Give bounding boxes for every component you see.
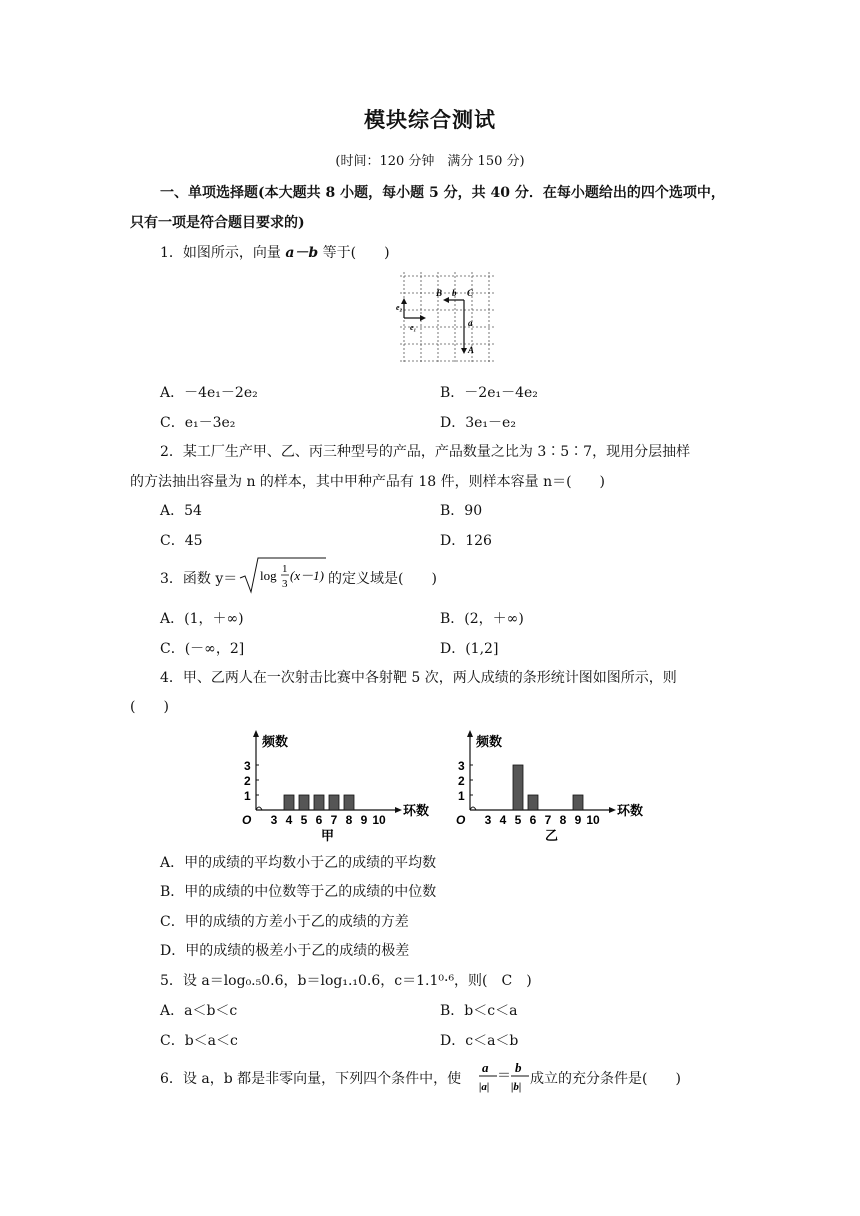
- q1-vector-grid-figure: [396, 270, 498, 366]
- q2-option-b: B．90: [440, 503, 483, 519]
- q5-option-a: A．a＜b＜c: [160, 1003, 238, 1019]
- x-axis-arrow: [395, 807, 402, 813]
- question-2-line1: 2．某工厂生产甲、乙、丙三种型号的产品，产品数量之比为 3∶5∶7，现用分层抽样: [160, 444, 691, 460]
- q2-option-d: D．126: [440, 533, 492, 549]
- q4-option-a: A．甲的成绩的平均数小于乙的成绩的平均数: [160, 855, 437, 871]
- question-5-stem: 5．设 a＝log₀.₅0.6，b＝log₁.₁0.6，c＝1.1⁰·⁶，则( C ): [160, 973, 532, 989]
- question-1-stem: [160, 242, 390, 262]
- x-tick-label: 10: [586, 813, 600, 827]
- q3-option-d: D．(1,2]: [440, 641, 499, 657]
- x-tick-label: 3: [270, 813, 278, 827]
- y-tick-label: 3: [244, 759, 251, 773]
- x-tick-label: 8: [559, 813, 567, 827]
- question-3-stem-suffix: 的定义域是( ): [328, 571, 437, 587]
- bar-8: [344, 795, 354, 810]
- q1-option-d: D．3e₁－e₂: [440, 415, 516, 431]
- q3-option-b: B．(2，＋∞): [440, 611, 524, 627]
- x-tick-label: 10: [372, 813, 386, 827]
- vector-b-arrowhead: [443, 297, 449, 303]
- bar-6: [314, 795, 324, 810]
- bar-7: [329, 795, 339, 810]
- bar-6: [528, 795, 538, 810]
- x-tick-label: 9: [574, 813, 582, 827]
- q2-option-a: A．54: [160, 503, 202, 519]
- page-title: 模块综合测试: [364, 107, 496, 132]
- x-tick-label: 7: [544, 813, 552, 827]
- log-base-denominator: 3: [282, 578, 288, 590]
- question-4-line1: 4．甲、乙两人在一次射击比赛中各射靶 5 次，两人成绩的条形统计图如图所示，则: [160, 670, 677, 686]
- frac1-numerator: a: [482, 1060, 489, 1075]
- q3-sqrt-expression: [238, 556, 328, 596]
- label-B: B: [436, 288, 443, 298]
- frac2-denominator: |b|: [511, 1081, 522, 1093]
- bar-5: [299, 795, 309, 810]
- y-tick-label: 3: [458, 759, 465, 773]
- vector-e1-arrowhead: [420, 315, 426, 321]
- label-C: C: [467, 288, 474, 298]
- log-base-numerator: 1: [282, 563, 288, 575]
- bar-9: [573, 795, 583, 810]
- q1-stem-prefix: 1．如图所示，向量: [160, 245, 286, 261]
- q1-stem-suffix: 等于( ): [318, 245, 390, 261]
- bar-4: [284, 795, 294, 810]
- q1-option-c: C．e₁－3e₂: [160, 415, 236, 431]
- chart-title: 乙: [545, 828, 559, 843]
- equals-sign: ＝: [497, 1069, 511, 1084]
- section-heading-line1: 一、单项选择题(本大题共 8 小题，每小题 5 分，共 40 分．在每小题给出的四个选项中，: [160, 185, 725, 201]
- x-axis-label: 环数: [403, 803, 430, 818]
- origin-label: O: [456, 813, 466, 827]
- bar-5: [513, 765, 523, 810]
- q1-option-a: A．－4e₁－2e₂: [160, 385, 258, 401]
- label-e2: e₂: [396, 303, 403, 312]
- y-axis-arrow: [467, 730, 473, 737]
- q4-option-b: B．甲的成绩的中位数等于乙的成绩的中位数: [160, 884, 437, 900]
- y-tick-label: 1: [458, 789, 465, 803]
- label-A: A: [468, 345, 475, 355]
- chart-yi: [450, 726, 650, 844]
- y-axis-arrow: [253, 730, 259, 737]
- y-axis-label: 频数: [262, 734, 289, 749]
- log-text: log: [260, 568, 277, 583]
- x-tick-label: 4: [499, 813, 507, 827]
- q4-option-c: C．甲的成绩的方差小于乙的成绩的方差: [160, 914, 409, 930]
- chart-jia: [236, 726, 436, 844]
- x-tick-label: 5: [514, 813, 522, 827]
- question-3-stem-prefix: 3．函数 y＝: [160, 571, 238, 587]
- x-tick-label: 5: [300, 813, 308, 827]
- q5-option-b: B．b＜c＜a: [440, 1003, 518, 1019]
- q3-option-a: A．(1，＋∞): [160, 611, 244, 627]
- q5-option-d: D．c＜a＜b: [440, 1033, 519, 1049]
- q2-option-c: C．45: [160, 533, 203, 549]
- q5-option-c: C．b＜a＜c: [160, 1033, 238, 1049]
- origin-label: O: [242, 813, 252, 827]
- x-tick-label: 6: [529, 813, 537, 827]
- vector-a-arrowhead: [461, 348, 467, 354]
- x-tick-label: 9: [360, 813, 368, 827]
- y-tick-label: 2: [458, 774, 465, 788]
- q4-option-d: D．甲的成绩的极差小于乙的成绩的极差: [160, 943, 410, 959]
- question-6-stem-suffix: 成立的充分条件是( ): [530, 1071, 681, 1087]
- frac2-numerator: b: [515, 1060, 522, 1075]
- y-tick-label: 2: [244, 774, 251, 788]
- label-a: a: [468, 318, 473, 328]
- x-tick-label: 3: [484, 813, 492, 827]
- y-tick-label: 1: [244, 789, 251, 803]
- q1-option-b: B．－2e₁－4e₂: [440, 385, 538, 401]
- x-tick-label: 8: [345, 813, 353, 827]
- x-tick-label: 4: [285, 813, 293, 827]
- q3-option-c: C．(－∞，2]: [160, 641, 245, 657]
- x-axis-label: 环数: [617, 803, 644, 818]
- x-tick-label: 6: [315, 813, 323, 827]
- label-b: b: [452, 288, 457, 298]
- question-2-line2: 的方法抽出容量为 n 的样本，其中甲种产品有 18 件，则样本容量 n＝( ): [130, 474, 606, 490]
- y-axis-label: 频数: [476, 734, 503, 749]
- frac1-denominator: |a|: [479, 1081, 490, 1093]
- section-heading-line2: 只有一项是符合题目要求的): [130, 215, 305, 231]
- label-e1: e₁: [410, 323, 417, 332]
- x-tick-label: 7: [330, 813, 338, 827]
- q1-stem-expr: a－b: [285, 245, 319, 261]
- question-6-stem-prefix: 6．设 a，b 都是非零向量，下列四个条件中，使: [160, 1071, 462, 1087]
- question-4-line2: ( ): [130, 699, 169, 715]
- x-axis-arrow: [609, 807, 616, 813]
- log-argument: (x－1): [290, 568, 324, 583]
- chart-title: 甲: [321, 828, 335, 843]
- page-subtitle: (时间：120 分钟 满分 150 分): [335, 154, 525, 169]
